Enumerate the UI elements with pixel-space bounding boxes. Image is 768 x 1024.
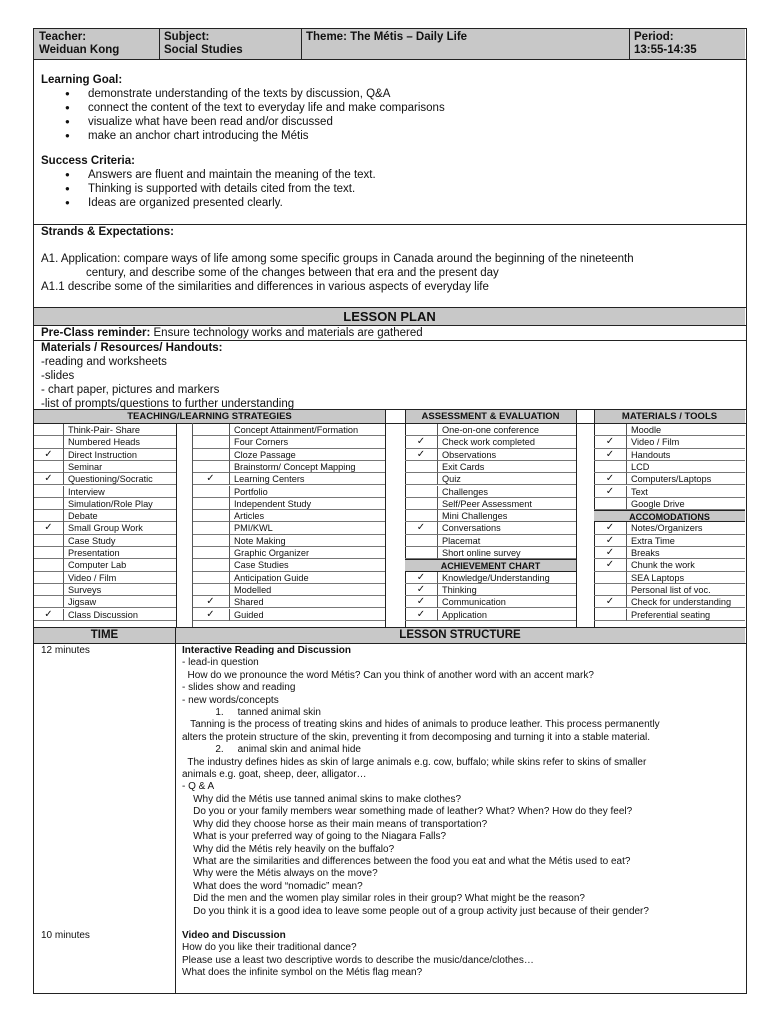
strategy-label: Independent Study (230, 498, 385, 510)
achievement-checkbox[interactable]: ✓ (405, 572, 438, 584)
preclass-label: Pre-Class reminder: (41, 327, 151, 339)
grid-divider (192, 423, 193, 627)
strategy-checkbox[interactable] (192, 498, 230, 510)
strategy-checkbox[interactable] (34, 498, 64, 510)
strategy-label: Four Corners (230, 436, 385, 448)
strategy-checkbox[interactable]: ✓ (34, 609, 64, 621)
strand-a11: A1.1 describe some of the similarities and differences in various aspects of everyday life (41, 281, 489, 293)
lesson-line: How do you like their traditional dance? (182, 942, 357, 954)
achievement-checkbox[interactable]: ✓ (405, 596, 438, 608)
learning-goal-item: ● make an anchor chart introducing the Métis (41, 129, 741, 143)
assessment-checkbox[interactable] (405, 547, 438, 559)
lesson-line: Please use a least two descriptive words to describe the music/dance/clothes… (182, 954, 534, 966)
material-label: Computers/Laptops (627, 473, 745, 485)
accommodation-checkbox[interactable] (594, 609, 627, 621)
strand-a1-line1: A1. Application: compare ways of life among some specific groups in Canada around the beginning of the nineteenth (41, 253, 634, 265)
lesson-line: - new words/concepts (182, 694, 279, 706)
assessment-checkbox[interactable] (405, 424, 438, 436)
grid-divider (385, 410, 386, 627)
strands-section (41, 225, 741, 294)
strategy-checkbox[interactable]: ✓ (34, 522, 64, 534)
strategy-checkbox[interactable] (192, 584, 230, 596)
strands-title: Strands & Expectations: (41, 226, 174, 238)
strategy-checkbox[interactable] (34, 584, 64, 596)
strategy-checkbox[interactable] (192, 461, 230, 473)
assessment-checkbox[interactable] (405, 510, 438, 522)
lesson-line: Tanning is the process of treating skins and hides of animals to produce leather. This process permanently (182, 719, 660, 731)
materials-item: -slides (41, 370, 75, 382)
lesson-line: Why did they choose horse as their main means of transportation? (182, 818, 488, 830)
lesson-line: 2. animal skin and animal hide (182, 744, 361, 756)
accommodation-checkbox[interactable]: ✓ (594, 547, 627, 559)
subject-name: Social Studies (164, 44, 243, 56)
materials-title: Materials / Resources/ Handouts: (41, 342, 223, 354)
accommodation-label: Preferential seating (627, 609, 745, 621)
strategy-label: Guided (230, 609, 385, 621)
lesson-plan-title: LESSON PLAN (34, 308, 745, 325)
strategy-label: Case Studies (230, 559, 385, 571)
strategy-checkbox[interactable] (192, 436, 230, 448)
accommodation-label: Check for understanding (627, 596, 745, 608)
strategy-checkbox[interactable] (34, 424, 64, 436)
assessment-label: One-on-one conference (438, 424, 576, 436)
assessment-label: Conversations (438, 522, 576, 534)
theme-title: Theme: The Métis – Daily Life (306, 31, 468, 43)
strategy-checkbox[interactable]: ✓ (34, 449, 64, 461)
strategy-label: Learning Centers (230, 473, 385, 485)
strategy-checkbox[interactable] (34, 559, 64, 571)
strategy-label: Direct Instruction (64, 449, 176, 461)
strategy-label: Think-Pair- Share (64, 424, 176, 436)
accommodation-checkbox[interactable] (594, 572, 627, 584)
lesson-line: - Q & A (182, 781, 215, 793)
strategy-checkbox[interactable] (34, 547, 64, 559)
strand-a1-line2: century, and describe some of the changes between that era and the present day (86, 267, 499, 279)
achievement-label: Thinking (438, 584, 576, 596)
lesson-plan-document (33, 28, 747, 994)
accommodation-checkbox[interactable]: ✓ (594, 596, 627, 608)
materials-section (41, 341, 741, 411)
material-label: Video / Film (627, 436, 745, 448)
learning-goal-item: ● visualize what have been read and/or discussed (41, 115, 741, 129)
achievement-checkbox[interactable]: ✓ (405, 609, 438, 621)
lesson-line: The industry defines hides as skin of large animals e.g. cow, buffalo; while skins refer to skins of smaller (182, 756, 647, 768)
strategy-label: Simulation/Role Play (64, 498, 176, 510)
lesson-line: What does the word “nomadic” mean? (182, 880, 363, 892)
lesson-line: Why did the Métis rely heavily on the buffalo? (182, 843, 395, 855)
strategy-checkbox[interactable] (34, 461, 64, 473)
achievement-label: Knowledge/Understanding (438, 572, 576, 584)
subject-label: Subject: (164, 31, 210, 43)
accommodation-label: Chunk the work (627, 559, 745, 571)
accommodation-checkbox[interactable]: ✓ (594, 559, 627, 571)
achievement-checkbox[interactable]: ✓ (405, 584, 438, 596)
assessment-label: Self/Peer Assessment (438, 498, 576, 510)
assessment-checkbox[interactable]: ✓ (405, 436, 438, 448)
achievement-label: Application (438, 609, 576, 621)
material-checkbox[interactable]: ✓ (594, 449, 627, 461)
strategy-checkbox[interactable] (34, 510, 64, 522)
success-criteria-item: ● Ideas are organized presented clearly. (41, 196, 741, 210)
block2-content (182, 930, 742, 980)
strategy-checkbox[interactable] (192, 486, 230, 498)
assessment-checkbox[interactable]: ✓ (405, 449, 438, 461)
strategy-label: Articles (230, 510, 385, 522)
strategy-checkbox[interactable] (34, 572, 64, 584)
grid-divider (176, 423, 177, 627)
strategy-checkbox[interactable] (192, 522, 230, 534)
strategy-checkbox[interactable] (192, 559, 230, 571)
lesson-line: Do you or your family members wear something made of leather? What? When? How do they feel? (182, 806, 633, 818)
material-label: Handouts (627, 449, 745, 461)
material-checkbox[interactable]: ✓ (594, 436, 627, 448)
strategy-label: Concept Attainment/Formation (230, 424, 385, 436)
period-label: Period: (634, 31, 674, 43)
block1-content (182, 645, 742, 918)
material-checkbox[interactable]: ✓ (594, 473, 627, 485)
material-label: Text (627, 486, 745, 498)
strategy-checkbox[interactable]: ✓ (34, 473, 64, 485)
assessment-checkbox[interactable] (405, 486, 438, 498)
material-label: Moodle (627, 424, 745, 436)
assessment-checkbox[interactable] (405, 461, 438, 473)
strategy-label: Portfolio (230, 486, 385, 498)
strategy-label: Questioning/Socratic (64, 473, 176, 485)
lesson-line: animals e.g. goat, sheep, deer, alligator… (182, 769, 367, 781)
strategy-checkbox[interactable] (192, 535, 230, 547)
teacher-cell (34, 29, 159, 59)
strategy-label: Jigsaw (64, 596, 176, 608)
strategy-label: Modelled (230, 584, 385, 596)
strategy-label: Case Study (64, 535, 176, 547)
lesson-line: Did the men and the women play similar roles in their group? What might be the reason? (182, 893, 585, 905)
strategy-checkbox[interactable] (192, 510, 230, 522)
assessment-label: Observations (438, 449, 576, 461)
strategy-label: Debate (64, 510, 176, 522)
material-checkbox[interactable]: ✓ (594, 486, 627, 498)
success-criteria-title: Success Criteria: (41, 155, 135, 167)
learning-goal-item: ● connect the content of the text to everyday life and make comparisons (41, 101, 741, 115)
grid-divider (576, 410, 577, 627)
learning-goal-item: ● demonstrate understanding of the texts by discussion, Q&A (41, 87, 741, 101)
strategy-label: Note Making (230, 535, 385, 547)
accommodation-checkbox[interactable]: ✓ (594, 522, 627, 534)
assessment-checkbox[interactable] (405, 498, 438, 510)
material-label: Google Drive (627, 498, 745, 510)
accommodation-label: SEA Laptops (627, 572, 745, 584)
material-checkbox[interactable] (594, 461, 627, 473)
assessment-checkbox[interactable] (405, 473, 438, 485)
strategy-label: Class Discussion (64, 609, 176, 621)
assessment-checkbox[interactable] (405, 535, 438, 547)
strategy-label: Video / Film (64, 572, 176, 584)
lesson-line: Why did the Métis use tanned animal skins to make clothes? (182, 793, 462, 805)
strategy-checkbox[interactable] (192, 424, 230, 436)
strategy-checkbox[interactable]: ✓ (192, 596, 230, 608)
success-criteria-item: ● Answers are fluent and maintain the meaning of the text. (41, 168, 741, 182)
learning-goal-list (41, 87, 741, 143)
lesson-line: Why were the Métis always on the move? (182, 868, 378, 880)
strategy-checkbox[interactable] (192, 547, 230, 559)
strategy-label: Cloze Passage (230, 449, 385, 461)
lesson-line: Do you think it is a good idea to leave some people out of a group activity just because of their gender? (182, 905, 649, 917)
lesson-line: What is your preferred way of going to the Niagara Falls? (182, 831, 447, 843)
lesson-line: How do we pronounce the word Métis? Can you think of another word with an accent mark? (182, 669, 594, 681)
lesson-line: What are the similarities and differences between the food you eat and what the Métis used to eat? (182, 855, 631, 867)
strategy-checkbox[interactable]: ✓ (192, 473, 230, 485)
strategy-checkbox[interactable] (192, 449, 230, 461)
strategy-checkbox[interactable]: ✓ (192, 609, 230, 621)
accommodation-label: Breaks (627, 547, 745, 559)
assessment-label: Mini Challenges (438, 510, 576, 522)
activity-title: Video and Discussion (182, 930, 286, 941)
accommodation-label: Extra Time (627, 535, 745, 547)
assessment-label: Check work completed (438, 436, 576, 448)
lesson-line: 1. tanned animal skin (182, 707, 321, 719)
strategy-label: Anticipation Guide (230, 572, 385, 584)
learning-goal-title: Learning Goal: (41, 74, 123, 86)
strategy-label: Graphic Organizer (230, 547, 385, 559)
materials-list (41, 355, 741, 411)
strategy-label: Surveys (64, 584, 176, 596)
assessment-label: Challenges (438, 486, 576, 498)
assessment-label: Placemat (438, 535, 576, 547)
material-checkbox[interactable] (594, 424, 627, 436)
strategy-label: Shared (230, 596, 385, 608)
learning-goal-section (41, 73, 741, 143)
strategy-label: Brainstorm/ Concept Mapping (230, 461, 385, 473)
material-checkbox[interactable] (594, 498, 627, 510)
strategy-checkbox[interactable] (34, 535, 64, 547)
materials-item: -reading and worksheets (41, 356, 167, 368)
strategy-checkbox[interactable] (34, 436, 64, 448)
strategy-label: Interview (64, 486, 176, 498)
accommodation-checkbox[interactable]: ✓ (594, 535, 627, 547)
block2-time: 10 minutes (41, 930, 90, 941)
activity-title: Interactive Reading and Discussion (182, 645, 351, 656)
teacher-name: Weiduan Kong (39, 44, 120, 56)
lesson-line: - lead-in question (182, 657, 259, 669)
lesson-line: alters the protein structure of the skin, preventing it from decomposing and turning it into a stable material. (182, 731, 651, 743)
teacher-label: Teacher: (39, 31, 87, 43)
theme-cell (301, 29, 629, 59)
preclass-text: Ensure technology works and materials are gathered (153, 327, 423, 339)
strategy-checkbox[interactable] (34, 596, 64, 608)
strategy-label: Numbered Heads (64, 436, 176, 448)
materials-tools-heading: MATERIALS / TOOLS (621, 411, 718, 422)
accommodation-label: Personal list of voc. (627, 584, 745, 596)
assessment-checkbox[interactable]: ✓ (405, 522, 438, 534)
achievement-heading: ACHIEVEMENT CHART (405, 559, 576, 571)
accommodation-checkbox[interactable] (594, 584, 627, 596)
assessment-heading: ASSESSMENT & EVALUATION (421, 411, 560, 422)
strategy-label: PMI/KWL (230, 522, 385, 534)
strategy-checkbox[interactable] (34, 486, 64, 498)
strategy-checkbox[interactable] (192, 572, 230, 584)
strategy-label: Small Group Work (64, 522, 176, 534)
achievement-label: Communication (438, 596, 576, 608)
lesson-line: - slides show and reading (182, 682, 296, 694)
strategies-heading: TEACHING/LEARNING STRATEGIES (127, 411, 292, 422)
assessment-label: Quiz (438, 473, 576, 485)
preclass-reminder (41, 326, 423, 340)
period-time: 13:55-14:35 (634, 44, 697, 56)
success-criteria-list (41, 168, 741, 210)
success-criteria-item: ● Thinking is supported with details cited from the text. (41, 182, 741, 196)
materials-item: - chart paper, pictures and markers (41, 384, 220, 396)
strategy-label: Seminar (64, 461, 176, 473)
lesson-structure-heading: LESSON STRUCTURE (399, 629, 521, 641)
strategy-label: Computer Lab (64, 559, 176, 571)
materials-item: -list of prompts/questions to further understanding (41, 398, 295, 410)
material-label: LCD (627, 461, 745, 473)
time-heading: TIME (90, 629, 119, 641)
lesson-line: What does the infinite symbol on the Métis flag mean? (182, 967, 423, 979)
accommodations-heading: ACCOMODATIONS (594, 510, 745, 522)
assessment-label: Exit Cards (438, 461, 576, 473)
assessment-label: Short online survey (438, 547, 576, 559)
accommodation-label: Notes/Organizers (627, 522, 745, 534)
strategy-label: Presentation (64, 547, 176, 559)
block1-time: 12 minutes (41, 645, 90, 656)
subject-cell (159, 29, 301, 59)
success-criteria-section (41, 154, 741, 210)
period-cell (629, 29, 745, 59)
